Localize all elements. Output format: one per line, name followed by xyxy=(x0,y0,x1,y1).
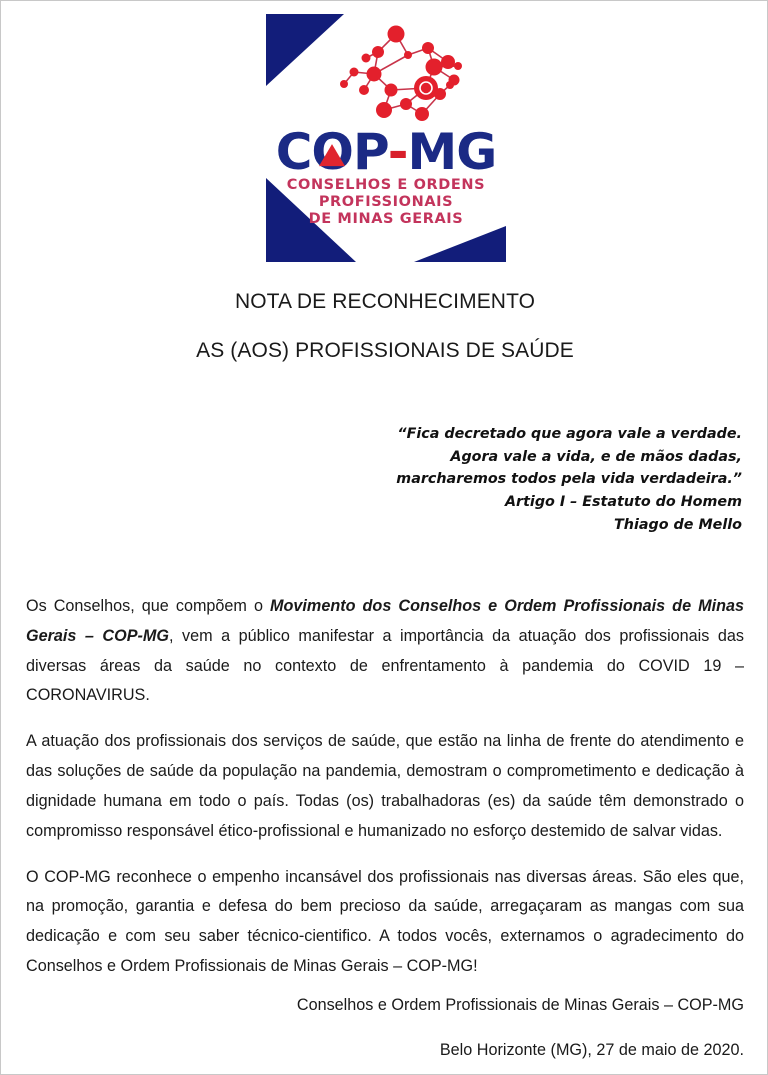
epigraph-quote xyxy=(322,423,742,537)
wordmark-p: P xyxy=(352,123,388,181)
signoff-place-date: Belo Horizonte (MG), 27 de maio de 2020. xyxy=(439,1041,744,1059)
network-nodes-icon xyxy=(336,22,491,134)
logo-wordmark xyxy=(266,123,506,181)
wordmark-c: C xyxy=(275,123,312,181)
quote-line-2: Agora vale a vida, e de mãos dadas, xyxy=(450,448,742,465)
blue-triangle-bottom-right-icon xyxy=(414,226,506,262)
logo-subtitle-line-3: DE MINAS GERAIS xyxy=(308,211,464,228)
document-body xyxy=(26,592,744,998)
wordmark-dash: - xyxy=(387,123,408,181)
paragraph-1 xyxy=(26,592,744,711)
wordmark-o: O xyxy=(311,123,353,181)
copmg-logo xyxy=(266,14,506,262)
minas-gerais-triangle-icon xyxy=(319,144,345,166)
quote-attribution-author: Thiago de Mello xyxy=(614,516,742,533)
title-line-2: AS (AOS) PROFISSIONAIS DE SAÚDE xyxy=(196,339,574,362)
logo-subtitle-line-2: PROFISSIONAIS xyxy=(318,194,454,211)
wordmark-mg: MG xyxy=(407,123,497,181)
title-line-1: NOTA DE RECONHECIMENTO xyxy=(234,290,536,313)
logo-subtitle-line-1: CONSELHOS E ORDENS xyxy=(286,177,486,193)
quote-line-3: marcharemos todos pela vida verdadeira.” xyxy=(396,471,742,488)
paragraph-2: A atuação dos profissionais dos serviços de saúde, que estão na linha de frente do atendimento e das soluções de saúde da população na pandemia, demostram o comprometimento e dedicação à dignidade humana em todo o país. Todas (os) trabalhadoras (es) da saúde têm demonstrado o compromisso responsável ético-profissional e humanizado no esforço destemido de salvar vidas. xyxy=(26,732,744,840)
wordmark-o-with-triangle xyxy=(311,123,353,181)
paragraph-1-emphasis: Movimento dos Conselhos e Ordem Profissionais de Minas Gerais – COP-MG xyxy=(26,597,744,645)
blue-triangle-top-left-icon xyxy=(266,14,344,86)
quote-line-1: “Fica decretado que agora vale a verdade. xyxy=(397,426,742,442)
signoff-organization: Conselhos e Ordem Profissionais de Minas Gerais – COP-MG xyxy=(296,996,744,1014)
paragraph-3: O COP-MG reconhece o empenho incansável dos profissionais nas diversas áreas. São eles que, na promoção, garantia e defesa do bem precioso da saúde, arregaçaram as mangas com sua dedicação e com seu saber técnico-cientifico. A todos vocês, externamos o agradecimento do Conselhos e Ordem Profissionais de Minas Gerais – COP-MG! xyxy=(26,867,744,975)
logo-subtitle xyxy=(266,177,506,228)
quote-attribution-work: Artigo I – Estatuto do Homem xyxy=(504,494,742,511)
paragraph-1-text-after: , vem a público manifestar a importância da atuação dos profissionais das diversas áreas da saúde no contexto de enfrentamento à pandemia do COVID 19 – CORONAVIRUS. xyxy=(26,626,744,705)
page-title xyxy=(1,291,768,361)
paragraph-1-text-before: Os Conselhos, que compõem o xyxy=(26,597,271,615)
